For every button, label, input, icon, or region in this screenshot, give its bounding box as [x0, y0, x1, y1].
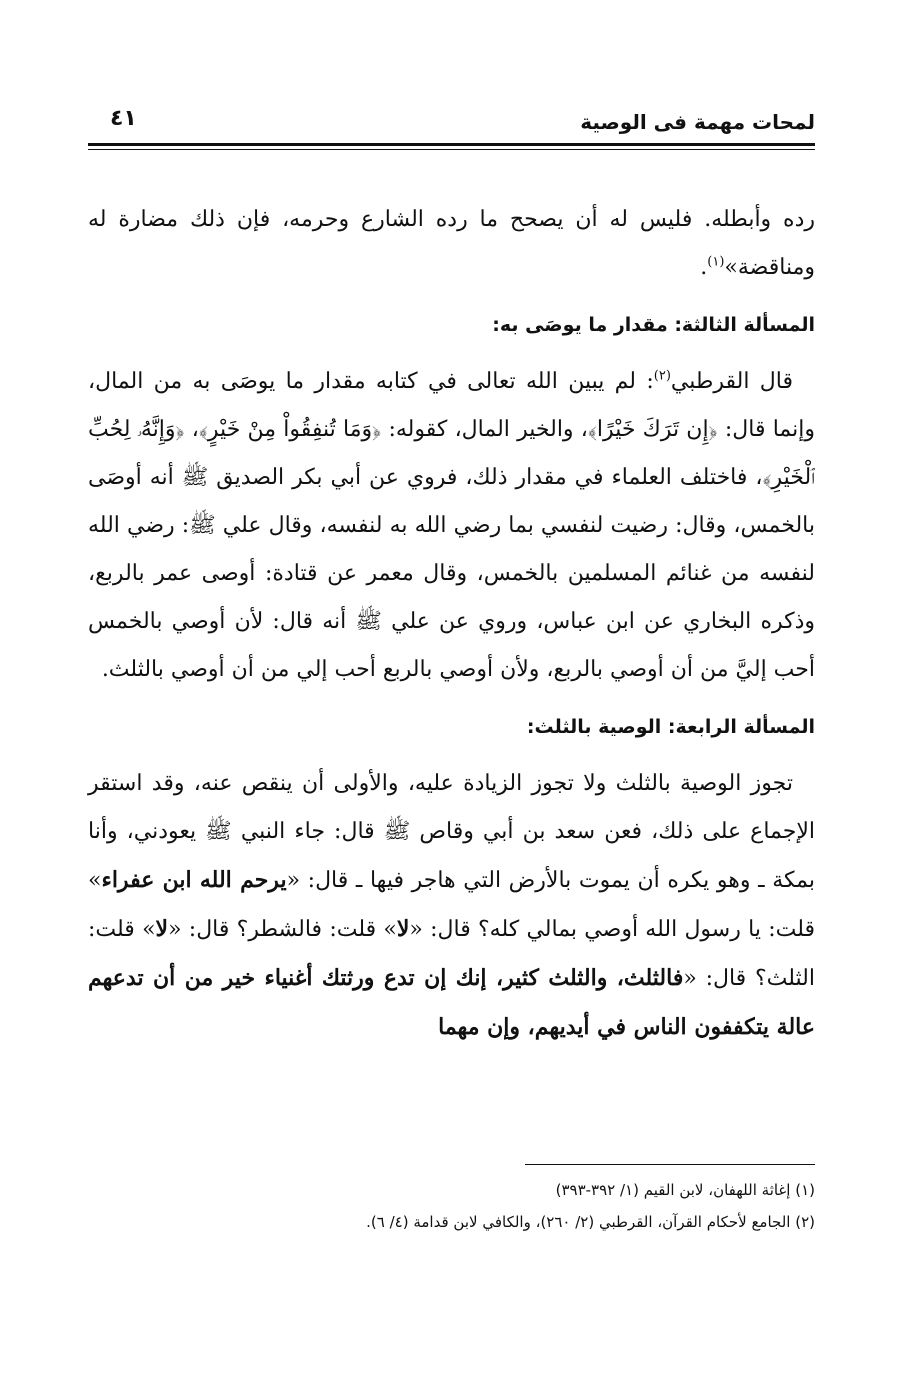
hadith-quote-2: لا — [396, 916, 410, 942]
hadith-quote-3: لا — [155, 916, 169, 942]
page-number: ٤١ — [110, 106, 137, 131]
paragraph-thuluth: تجوز الوصية بالثلث ولا تجوز الزيادة عليه، والأولى أن ينقص عنه، وقد استقر الإجماع على ذلك، فعن سعد بن أبي وقاص ﷺ قال: جاء النبي ﷺ يعودني، وأنا بمكة ـ وهو يكره أن يموت بالأرض التي هاجر فيها ـ قال: «يرحم الله ابن عفراء» قلت: يا رسول الله أوصي بمالي كله؟ قال: «لا» قلت: فالشطر؟ قال: «لا» قلت: الثلث؟ قال: «فالثلث، والثلث كثير، إنك إن تدع ورثتك أغنياء خير من أن تدعهم عالة يتكففون الناس في أيديهم، وإن مهما — [88, 771, 816, 1040]
paragraph-continuation: رده وأبطله. فليس له أن يصحح ما رده الشارع وحرمه، فإن ذلك مضارة له ومناقضة»$^{(١)}$. — [88, 207, 815, 280]
footnote-2: (٢) الجامع لأحكام القرآن، القرطبي (٢/ ٢٦٠)، والكافي لابن قدامة (٤/ ٦). — [366, 1213, 815, 1231]
footnote-1: (١) إغاثة اللهفان، لابن القيم (١/ ٣٩٢-٣٩٣) — [555, 1181, 815, 1199]
section-heading-4: المسألة الرابعة: الوصية بالثلث: — [526, 716, 815, 738]
footnotes — [88, 1162, 815, 1238]
header-rule-thin — [88, 149, 815, 150]
section-heading-3: المسألة الثالثة: مقدار ما يوصَى به: — [492, 314, 815, 336]
footnote-ref-2[interactable]: (٢) — [653, 368, 671, 384]
footnote-ref-1[interactable]: (١) — [707, 254, 725, 270]
body-text — [88, 196, 815, 1052]
running-header — [88, 100, 815, 146]
hadith-quote-4: فالثلث، والثلث كثير، إنك إن تدع ورثتك أغنياء خير من أن تدعهم عالة يتكففون الناس في أيديهم، وإن مهما — [88, 965, 815, 1040]
header-rule-thick — [88, 143, 815, 146]
running-title: لمحات مهمة فى الوصية — [580, 110, 815, 134]
hadith-quote-1: يرحم الله ابن عفراء — [101, 867, 287, 893]
paragraph-qurtubi: قال القرطبي$^{(٢)}$: لم يبين الله تعالى في كتابه مقدار ما يوصَى به من المال، وإنما قال: ﴿إِن تَرَكَ خَيْرًا﴾، والخير المال، كقوله: ﴿وَمَا تُنفِقُواْ مِنْ خَيْرٍ﴾، ﴿وَإِنَّهُۥ لِحُبِّ ٱلْخَيْرِ﴾، فاختلف العلماء في مقدار ذلك، فروي عن أبي بكر الصديق ﷺ أنه أوصَى بالخمس، وقال: رضيت لنفسي بما رضي الله به لنفسه، وقال علي ﷺ: رضي الله لنفسه من غنائم المسلمين بالخمس، وقال معمر عن قتادة: أوصى عمر بالربع، وذكره البخاري عن ابن عباس، وروي عن علي ﷺ أنه قال: لأن أوصي بالخمس أحب إليَّ من أن أوصي بالربع، ولأن أوصي بالربع أحب إلي من أن أوصي بالثلث. — [88, 368, 815, 682]
